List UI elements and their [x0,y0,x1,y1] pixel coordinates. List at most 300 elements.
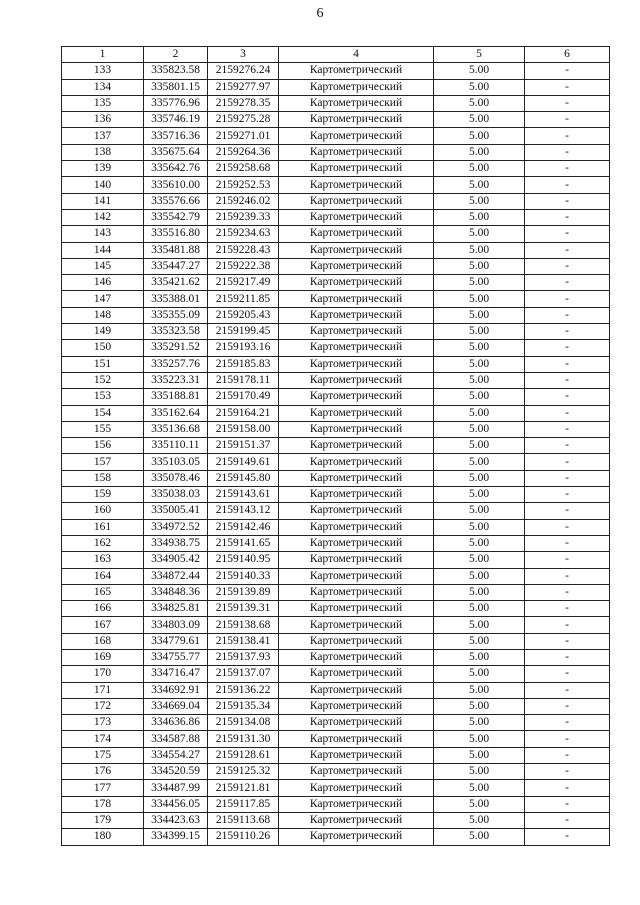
table-row [62,95,610,111]
x-coordinate-cell: 334716.47 [144,666,208,682]
accuracy-cell: 5.00 [434,535,525,551]
y-coordinate-cell: 2159135.34 [208,698,279,714]
table-row [62,715,610,731]
method-cell: Картометрический [279,63,434,79]
method-cell: Картометрический [279,649,434,665]
accuracy-cell: 5.00 [434,601,525,617]
method-cell: Картометрический [279,552,434,568]
description-cell: - [525,666,610,682]
point-number-cell: 142 [62,209,144,225]
table-row [62,568,610,584]
x-coordinate-cell: 334487.99 [144,780,208,796]
x-coordinate-cell: 335481.88 [144,242,208,258]
x-coordinate-cell: 335223.31 [144,372,208,388]
x-coordinate-cell: 335776.96 [144,95,208,111]
y-coordinate-cell: 2159185.83 [208,356,279,372]
accuracy-cell: 5.00 [434,405,525,421]
y-coordinate-cell: 2159141.65 [208,535,279,551]
method-cell: Картометрический [279,275,434,291]
table-row [62,438,610,454]
y-coordinate-cell: 2159199.45 [208,324,279,340]
method-cell: Картометрический [279,258,434,274]
description-cell: - [525,796,610,812]
x-coordinate-cell: 335038.03 [144,487,208,503]
y-coordinate-cell: 2159277.97 [208,79,279,95]
point-number-cell: 159 [62,487,144,503]
x-coordinate-cell: 335675.64 [144,144,208,160]
method-cell: Картометрический [279,161,434,177]
table-row [62,682,610,698]
method-cell: Картометрический [279,617,434,633]
point-number-cell: 165 [62,584,144,600]
method-cell: Картометрический [279,372,434,388]
table-row [62,470,610,486]
y-coordinate-cell: 2159131.30 [208,731,279,747]
point-number-cell: 150 [62,340,144,356]
table-row [62,161,610,177]
table-row [62,389,610,405]
point-number-cell: 169 [62,649,144,665]
x-coordinate-cell: 335576.66 [144,193,208,209]
x-coordinate-cell: 335823.58 [144,63,208,79]
description-cell: - [525,258,610,274]
accuracy-cell: 5.00 [434,389,525,405]
method-cell: Картометрический [279,747,434,763]
point-number-cell: 164 [62,568,144,584]
method-cell: Картометрический [279,324,434,340]
point-number-cell: 160 [62,503,144,519]
method-cell: Картометрический [279,503,434,519]
x-coordinate-cell: 335005.41 [144,503,208,519]
y-coordinate-cell: 2159134.08 [208,715,279,731]
point-number-cell: 140 [62,177,144,193]
point-number-cell: 174 [62,731,144,747]
description-cell: - [525,584,610,600]
point-number-cell: 158 [62,470,144,486]
point-number-cell: 152 [62,372,144,388]
y-coordinate-cell: 2159145.80 [208,470,279,486]
table-row [62,226,610,242]
description-cell: - [525,633,610,649]
point-number-cell: 157 [62,454,144,470]
accuracy-cell: 5.00 [434,470,525,486]
y-coordinate-cell: 2159276.24 [208,63,279,79]
table-row [62,258,610,274]
y-coordinate-cell: 2159158.00 [208,421,279,437]
accuracy-cell: 5.00 [434,128,525,144]
table-row [62,112,610,128]
table-row [62,372,610,388]
description-cell: - [525,340,610,356]
method-cell: Картометрический [279,193,434,209]
point-number-cell: 133 [62,63,144,79]
method-cell: Картометрический [279,633,434,649]
table-row [62,193,610,209]
description-cell: - [525,177,610,193]
x-coordinate-cell: 334587.88 [144,731,208,747]
column-header: 2 [144,47,208,63]
method-cell: Картометрический [279,340,434,356]
y-coordinate-cell: 2159113.68 [208,812,279,828]
point-number-cell: 156 [62,438,144,454]
point-number-cell: 178 [62,796,144,812]
table-row [62,649,610,665]
description-cell: - [525,764,610,780]
accuracy-cell: 5.00 [434,258,525,274]
table-row [62,535,610,551]
accuracy-cell: 5.00 [434,682,525,698]
method-cell: Картометрический [279,242,434,258]
method-cell: Картометрический [279,291,434,307]
table-row [62,698,610,714]
table-row [62,454,610,470]
coordinates-table [61,46,610,846]
accuracy-cell: 5.00 [434,617,525,633]
method-cell: Картометрический [279,470,434,486]
table-row [62,584,610,600]
y-coordinate-cell: 2159193.16 [208,340,279,356]
method-cell: Картометрический [279,535,434,551]
description-cell: - [525,535,610,551]
y-coordinate-cell: 2159151.37 [208,438,279,454]
description-cell: - [525,405,610,421]
x-coordinate-cell: 335447.27 [144,258,208,274]
x-coordinate-cell: 335610.00 [144,177,208,193]
method-cell: Картометрический [279,405,434,421]
accuracy-cell: 5.00 [434,829,525,845]
description-cell: - [525,209,610,225]
x-coordinate-cell: 335716.36 [144,128,208,144]
point-number-cell: 139 [62,161,144,177]
accuracy-cell: 5.00 [434,112,525,128]
accuracy-cell: 5.00 [434,144,525,160]
column-header: 6 [525,47,610,63]
x-coordinate-cell: 335355.09 [144,307,208,323]
method-cell: Картометрический [279,144,434,160]
point-number-cell: 167 [62,617,144,633]
method-cell: Картометрический [279,356,434,372]
description-cell: - [525,715,610,731]
table-body [62,63,610,845]
column-header: 5 [434,47,525,63]
accuracy-cell: 5.00 [434,63,525,79]
x-coordinate-cell: 335323.58 [144,324,208,340]
x-coordinate-cell: 334520.59 [144,764,208,780]
description-cell: - [525,275,610,291]
description-cell: - [525,128,610,144]
table-row [62,780,610,796]
description-cell: - [525,95,610,111]
description-cell: - [525,79,610,95]
table-row [62,829,610,845]
y-coordinate-cell: 2159138.41 [208,633,279,649]
method-cell: Картометрический [279,584,434,600]
table-row [62,601,610,617]
accuracy-cell: 5.00 [434,649,525,665]
description-cell: - [525,291,610,307]
x-coordinate-cell: 334692.91 [144,682,208,698]
x-coordinate-cell: 334905.42 [144,552,208,568]
y-coordinate-cell: 2159136.22 [208,682,279,698]
description-cell: - [525,356,610,372]
y-coordinate-cell: 2159138.68 [208,617,279,633]
x-coordinate-cell: 335078.46 [144,470,208,486]
y-coordinate-cell: 2159137.07 [208,666,279,682]
y-coordinate-cell: 2159125.32 [208,764,279,780]
x-coordinate-cell: 334872.44 [144,568,208,584]
description-cell: - [525,682,610,698]
x-coordinate-cell: 335136.68 [144,421,208,437]
y-coordinate-cell: 2159128.61 [208,747,279,763]
method-cell: Картометрический [279,438,434,454]
method-cell: Картометрический [279,487,434,503]
point-number-cell: 138 [62,144,144,160]
accuracy-cell: 5.00 [434,79,525,95]
method-cell: Картометрический [279,780,434,796]
point-number-cell: 177 [62,780,144,796]
x-coordinate-cell: 334755.77 [144,649,208,665]
point-number-cell: 161 [62,519,144,535]
description-cell: - [525,389,610,405]
y-coordinate-cell: 2159239.33 [208,209,279,225]
y-coordinate-cell: 2159121.81 [208,780,279,796]
y-coordinate-cell: 2159143.61 [208,487,279,503]
method-cell: Картометрический [279,389,434,405]
table-row [62,63,610,79]
table-row [62,747,610,763]
method-cell: Картометрический [279,454,434,470]
description-cell: - [525,780,610,796]
point-number-cell: 162 [62,535,144,551]
point-number-cell: 171 [62,682,144,698]
x-coordinate-cell: 334938.75 [144,535,208,551]
x-coordinate-cell: 334848.36 [144,584,208,600]
accuracy-cell: 5.00 [434,552,525,568]
accuracy-cell: 5.00 [434,161,525,177]
description-cell: - [525,438,610,454]
x-coordinate-cell: 335421.62 [144,275,208,291]
y-coordinate-cell: 2159140.33 [208,568,279,584]
description-cell: - [525,812,610,828]
y-coordinate-cell: 2159149.61 [208,454,279,470]
method-cell: Картометрический [279,764,434,780]
accuracy-cell: 5.00 [434,731,525,747]
method-cell: Картометрический [279,796,434,812]
method-cell: Картометрический [279,421,434,437]
table-row [62,356,610,372]
point-number-cell: 143 [62,226,144,242]
x-coordinate-cell: 334669.04 [144,698,208,714]
description-cell: - [525,226,610,242]
accuracy-cell: 5.00 [434,633,525,649]
table-row [62,291,610,307]
point-number-cell: 135 [62,95,144,111]
y-coordinate-cell: 2159139.89 [208,584,279,600]
description-cell: - [525,829,610,845]
column-header: 3 [208,47,279,63]
y-coordinate-cell: 2159178.11 [208,372,279,388]
y-coordinate-cell: 2159137.93 [208,649,279,665]
y-coordinate-cell: 2159258.68 [208,161,279,177]
accuracy-cell: 5.00 [434,584,525,600]
point-number-cell: 173 [62,715,144,731]
method-cell: Картометрический [279,307,434,323]
point-number-cell: 176 [62,764,144,780]
point-number-cell: 168 [62,633,144,649]
y-coordinate-cell: 2159222.38 [208,258,279,274]
description-cell: - [525,519,610,535]
description-cell: - [525,649,610,665]
table-row [62,764,610,780]
description-cell: - [525,568,610,584]
description-cell: - [525,324,610,340]
table-row [62,324,610,340]
accuracy-cell: 5.00 [434,812,525,828]
point-number-cell: 148 [62,307,144,323]
accuracy-cell: 5.00 [434,698,525,714]
x-coordinate-cell: 335110.11 [144,438,208,454]
table-row [62,617,610,633]
method-cell: Картометрический [279,698,434,714]
accuracy-cell: 5.00 [434,487,525,503]
point-number-cell: 146 [62,275,144,291]
y-coordinate-cell: 2159264.36 [208,144,279,160]
x-coordinate-cell: 334972.52 [144,519,208,535]
x-coordinate-cell: 335257.76 [144,356,208,372]
method-cell: Картометрический [279,226,434,242]
point-number-cell: 154 [62,405,144,421]
method-cell: Картометрический [279,519,434,535]
table-row [62,796,610,812]
column-header: 1 [62,47,144,63]
point-number-cell: 134 [62,79,144,95]
x-coordinate-cell: 334803.09 [144,617,208,633]
table-row [62,242,610,258]
table-row [62,812,610,828]
x-coordinate-cell: 335746.19 [144,112,208,128]
y-coordinate-cell: 2159228.43 [208,242,279,258]
accuracy-cell: 5.00 [434,454,525,470]
method-cell: Картометрический [279,568,434,584]
y-coordinate-cell: 2159117.85 [208,796,279,812]
description-cell: - [525,617,610,633]
x-coordinate-cell: 334554.27 [144,747,208,763]
accuracy-cell: 5.00 [434,177,525,193]
y-coordinate-cell: 2159143.12 [208,503,279,519]
description-cell: - [525,454,610,470]
accuracy-cell: 5.00 [434,519,525,535]
method-cell: Картометрический [279,95,434,111]
description-cell: - [525,63,610,79]
y-coordinate-cell: 2159164.21 [208,405,279,421]
table-row [62,519,610,535]
description-cell: - [525,161,610,177]
x-coordinate-cell: 335388.01 [144,291,208,307]
point-number-cell: 155 [62,421,144,437]
column-header: 4 [279,47,434,63]
accuracy-cell: 5.00 [434,193,525,209]
method-cell: Картометрический [279,715,434,731]
y-coordinate-cell: 2159275.28 [208,112,279,128]
point-number-cell: 136 [62,112,144,128]
y-coordinate-cell: 2159278.35 [208,95,279,111]
method-cell: Картометрический [279,682,434,698]
accuracy-cell: 5.00 [434,242,525,258]
x-coordinate-cell: 335162.64 [144,405,208,421]
description-cell: - [525,193,610,209]
point-number-cell: 145 [62,258,144,274]
table-row [62,275,610,291]
y-coordinate-cell: 2159217.49 [208,275,279,291]
description-cell: - [525,112,610,128]
accuracy-cell: 5.00 [434,95,525,111]
x-coordinate-cell: 335103.05 [144,454,208,470]
x-coordinate-cell: 334456.05 [144,796,208,812]
y-coordinate-cell: 2159271.01 [208,128,279,144]
point-number-cell: 172 [62,698,144,714]
description-cell: - [525,698,610,714]
x-coordinate-cell: 334636.86 [144,715,208,731]
x-coordinate-cell: 335291.52 [144,340,208,356]
accuracy-cell: 5.00 [434,764,525,780]
accuracy-cell: 5.00 [434,209,525,225]
method-cell: Картометрический [279,812,434,828]
method-cell: Картометрический [279,209,434,225]
description-cell: - [525,487,610,503]
description-cell: - [525,307,610,323]
accuracy-cell: 5.00 [434,421,525,437]
accuracy-cell: 5.00 [434,796,525,812]
method-cell: Картометрический [279,177,434,193]
accuracy-cell: 5.00 [434,275,525,291]
x-coordinate-cell: 334779.61 [144,633,208,649]
accuracy-cell: 5.00 [434,307,525,323]
table-row [62,666,610,682]
x-coordinate-cell: 334423.63 [144,812,208,828]
page-number: 6 [316,6,324,21]
y-coordinate-cell: 2159211.85 [208,291,279,307]
description-cell: - [525,601,610,617]
table-row [62,340,610,356]
accuracy-cell: 5.00 [434,340,525,356]
accuracy-cell: 5.00 [434,715,525,731]
point-number-cell: 175 [62,747,144,763]
accuracy-cell: 5.00 [434,438,525,454]
y-coordinate-cell: 2159142.46 [208,519,279,535]
table-row [62,128,610,144]
accuracy-cell: 5.00 [434,291,525,307]
y-coordinate-cell: 2159234.63 [208,226,279,242]
description-cell: - [525,372,610,388]
accuracy-cell: 5.00 [434,780,525,796]
point-number-cell: 151 [62,356,144,372]
table-row [62,209,610,225]
table-row [62,144,610,160]
table-row [62,487,610,503]
x-coordinate-cell: 335542.79 [144,209,208,225]
accuracy-cell: 5.00 [434,324,525,340]
y-coordinate-cell: 2159252.53 [208,177,279,193]
method-cell: Картометрический [279,601,434,617]
point-number-cell: 170 [62,666,144,682]
description-cell: - [525,503,610,519]
method-cell: Картометрический [279,112,434,128]
point-number-cell: 180 [62,829,144,845]
x-coordinate-cell: 334399.15 [144,829,208,845]
method-cell: Картометрический [279,829,434,845]
accuracy-cell: 5.00 [434,747,525,763]
x-coordinate-cell: 335188.81 [144,389,208,405]
